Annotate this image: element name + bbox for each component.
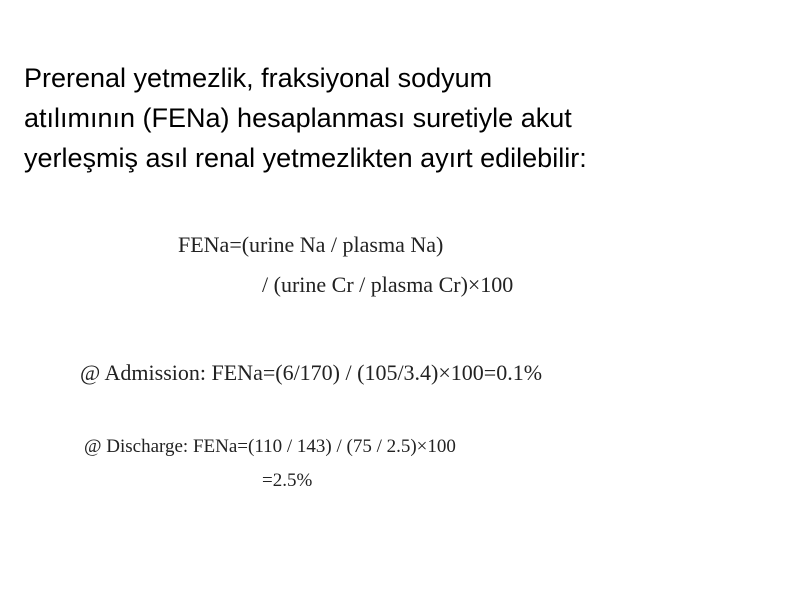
fena-formula-line-1: FENa=(urine Na / plasma Na) [178,232,444,257]
admission-calculation: @ Admission: FENa=(6/170) / (105/3.4)×100=0.1% [80,360,543,385]
slide-title [24,58,784,178]
discharge-calculation-line-1: @ Discharge: FENa=(110 / 143) / (75 / 2.5)×100 [84,436,456,457]
title-line-3: yerleşmiş asıl renal yetmezlikten ayırt edilebilir: [24,143,587,173]
title-line-1: Prerenal yetmezlik, fraksiyonal sodyum [24,63,493,93]
discharge-calculation-line-2: =2.5% [262,470,313,491]
title-line-2: atılımının (FENa) hesaplanması suretiyle akut [24,103,572,133]
fena-formula-line-2: / (urine Cr / plasma Cr)×100 [262,272,514,297]
